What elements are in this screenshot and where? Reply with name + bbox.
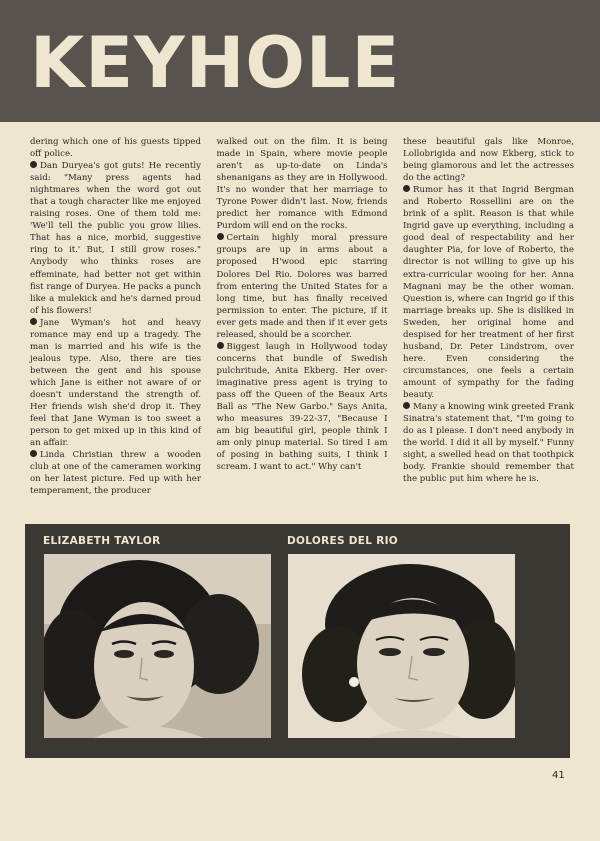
paragraph-text: dering which one of his guests tipped off police. [30,137,201,160]
paragraph-text: Rumor has it that Ingrid Bergman and Roberto Rossellini are on the brink of a split. Reason is that while Ingrid gave up everything, including a good deal of respectability and her daughter Pia, for love of Roberto, the director is not willing to give up his extra-curricular wooing for her. Anna Magnani may be the other woman. Question is, where can Ingrid go if this marriage breaks up. She is disliked in Sweden, her original home and despised for her treatment of her first husband, Dr. Peter Lindstrom, over here. Even considering the circumstances, one feels a certain amount of sympathy for the fading beauty. [403,185,574,400]
header-band [0,0,600,122]
article-paragraph [217,136,388,232]
bullet-dot-icon [217,233,224,240]
bullet-dot-icon [403,185,410,192]
article-columns [30,136,574,501]
paragraph-text: Certain highly moral pressure groups are up in arms about a proposed H'wood epic starring Dolores Del Rio. Dolores was barred from entering the United States for a long time, but has finally received permission to enter. The picture, if it ever gets made and then if it ever gets released, should be a scorcher. [216,233,388,340]
bullet-dot-icon [403,402,410,409]
article-paragraph [30,160,201,317]
paragraph-text: these beautiful gals like Monroe, Lollobrigida and now Ekberg, stick to being glamorous and let the actresses do the acting? [403,137,574,184]
paragraph-text: Jane Wyman's hot and heavy romance may end up a tragedy. The man is married and his wife is the jealous type. Also, there are ties between the gent and his spouse which Jane is either not aware of or doesn't understand the strength of. Her friends wish she'd drop it. They feel that Jane Wyman is too sweet a person to get mixed up in this kind of an affair. [30,317,201,449]
article-column [217,136,388,501]
paragraph-text: Linda Christian threw a wooden club at one of the cameramen working on her latest picture. Fed up with her temperament, the producer [30,450,201,497]
paragraph-text: Many a knowing wink greeted Frank Sinatra's statement that, "I'm going to do as I please. I don't need anybody in the world. I did it all by myself." Funny sight, a swelled head on that toothpick body. Frankie should remember that the public put him where he is. [403,402,574,485]
article-paragraph [403,401,574,485]
portrait-photo-dolores-del-rio [288,554,515,738]
bullet-dot-icon [30,161,37,168]
article-paragraph [30,136,201,160]
bullet-dot-icon [30,318,37,325]
article-paragraph [30,449,201,497]
article-column [403,136,574,501]
page-number: 41 [552,770,565,781]
bullet-dot-icon [30,450,37,457]
article-column [30,136,201,501]
article-paragraph [217,232,388,340]
bullet-dot-icon [217,342,224,349]
article-paragraph [30,317,201,450]
portrait-photo-elizabeth-taylor [44,554,271,738]
paragraph-text: Dan Duryea's got guts! He recently said: "Many press agents had nightmares when the word got out that a tough character like me enjoyed raising roses. One of them told me: 'We'll tell the public you grow lilies. That has a nice, morbid, suggestive ring to it.' But, I still grow roses." Anybody who thinks roses are effeminate, had better not get within fist range of Duryea. He packs a punch like a mulekick and he's darned proud of his flowers! [30,161,201,316]
article-paragraph [403,136,574,184]
article-paragraph [403,184,574,401]
page-title: KEYHOLE [30,22,401,104]
photo-band [25,524,570,758]
photo-caption-dolores-del-rio: DOLORES DEL RIO [287,535,399,547]
paragraph-text: Biggest laugh in Hollywood today concerns that bundle of Swedish pulchritude, Anita Ekberg. Her over-imaginative press agent is trying to pass off the Queen of the Beaux Arts Ball as "The New Garbo." Says Anita, who measures 39-22-37, "Because I am big beautiful girl, people think I am only pinup material. So tired I am of posing in bathing suits, I think I scream. I want to act." Why can't [216,341,388,473]
photo-caption-elizabeth-taylor: ELIZABETH TAYLOR [43,535,161,547]
paragraph-text: walked out on the film. It is being made in Spain, where movie people aren't as up-to-date on Linda's shenanigans as they are in Hollywood. It's no wonder that her marriage to Tyrone Power didn't last. Now, friends predict her romance with Edmond Purdom will end on the rocks. [216,137,388,232]
article-paragraph [217,341,388,474]
